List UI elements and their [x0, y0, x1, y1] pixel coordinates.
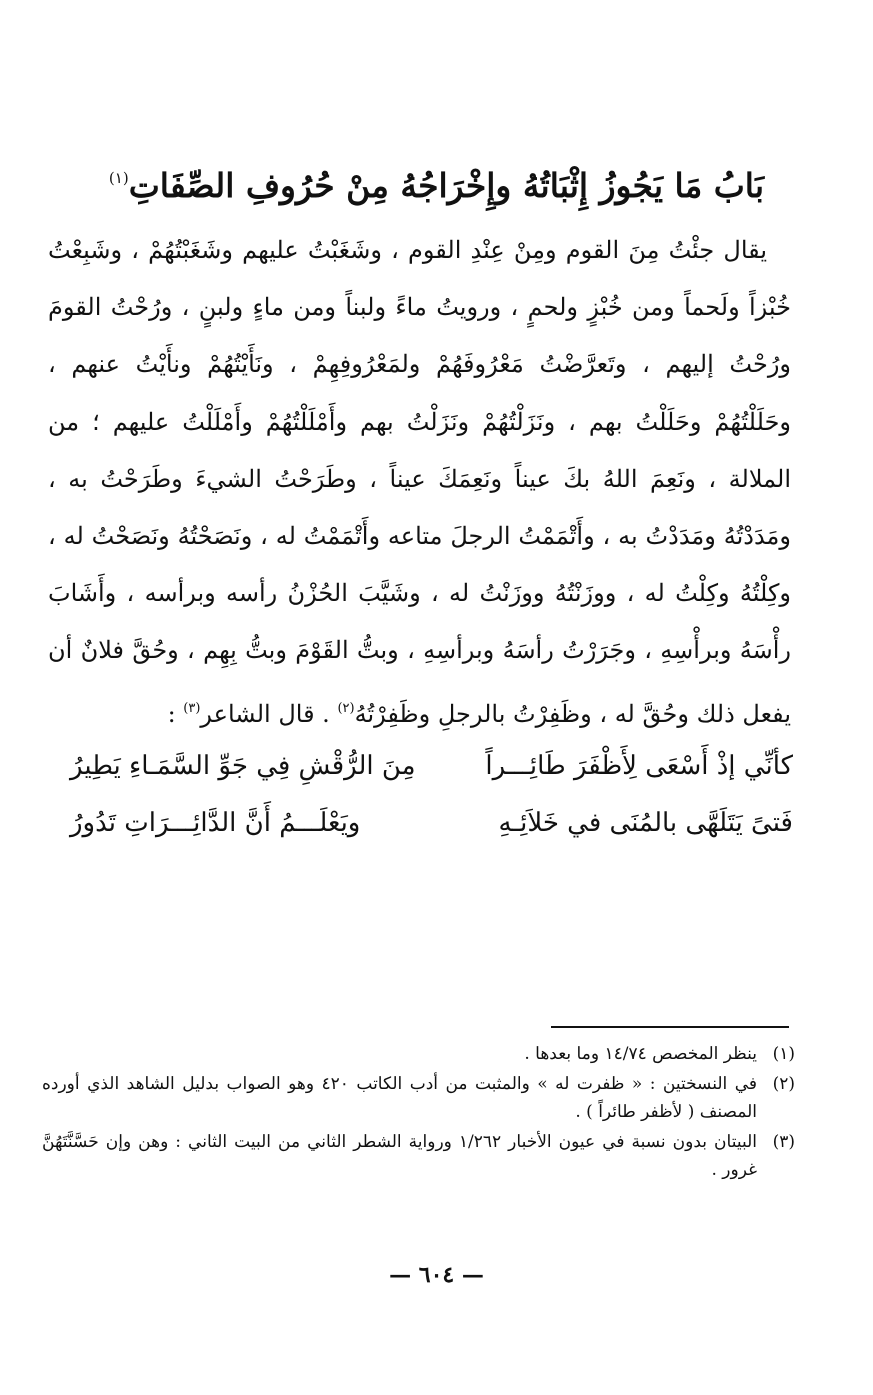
chapter-title: [60, 148, 813, 216]
second-hemistich: ويَعْلَـــمُ أَنَّ الدَّائِـــرَاتِ تَدُورُ: [70, 808, 361, 838]
second-hemistich: مِنَ الرُّقْشِ فِي جَوِّ السَّمَـاءِ يَطِيرُ: [70, 751, 416, 781]
footnote: [42, 1128, 795, 1184]
footnote-number: (٢): [772, 1074, 795, 1094]
footnote-number: (٣): [772, 1132, 795, 1152]
chapter-title-text: بَابُ مَا يَجُوزُ إِثْبَاتُهُ وإِخْرَاجُهُ مِنْ حُرُوفِ الصِّفَاتِ: [128, 166, 765, 205]
poem-verse: [70, 795, 793, 852]
footnote-text: البيتان بدون نسبة في عيون الأخبار ١/٢٦٢ ورواية الشطر الثاني من البيت الثاني : وهن وإن حَسَّنَّتَهُنَّ غرور .: [42, 1132, 757, 1180]
footnote-marker-3: (٣): [183, 700, 201, 716]
footnote-text: في النسختين : « ظفرت له » والمثبت من أدب الكاتب ٤٢٠ وهو الصواب بدليل الشاهد الذي أورده المصنف ( لأظفر طائراً ) .: [42, 1074, 757, 1122]
footnote-separator: [551, 1026, 789, 1028]
paragraph-text-part1: يقال جئْتُ مِنَ القوم ومِنْ عِنْدِ القوم ، وشَغَبْتُ عليهم وشَغَبْتُهُمْ ، وشَبِعْتُ خُبْزاً ولَحماً ومن خُبْزٍ ولحمٍ ، ورويتُ ماءً ولبناً ومن ماءٍ ولبنٍ ، ورُحْتُ القومَ ورُحْتُ إليهم ، وتَعرَّضْتُ مَعْرُوفَهُمْ ولمَعْرُوفِهِمْ ، ونَأَيْتُهُمْ ونأَيْتُ عنهم ، وحَلَلْتُهُمْ وحَلَلْتُ بهم ، ونَزَلْتُهُمْ ونَزَلْتُ بهم وأَمْلَلْتُهُمْ وأَمْلَلْتُ عليهم ؛ من الملالة ، ونَعِمَ اللهُ بكَ عيناً ونَعِمَكَ عيناً ، وطَرَحْتُ الشيءَ وطَرَحْتُ به ، ومَدَدْتُهُ ومَدَدْتُ به ، وأَتْمَمْتُ الرجلَ متاعه وأَتْمَمْتُ له ، ونَصَحْتُهُ ونَصَحْتُ له ، وكِلْتُهُ وكِلْتُ له ، ووزَنْتُهُ ووزَنْتُ له ، وشَيَّبَ الحُزْنُ رأسه وبرأسه ، وأَشَابَ رأْسَهُ وبرأْسِهِ ، وجَرَرْتُ رأسَهُ وبرأسِهِ ، وبتُّ القَوْمَ وبتُّ بِهِم ، وحُقَّ فلانٌ أن يفعل ذلك وحُقَّ له ، وظَفِرْتُ بالرجلِ وظَفِرْتُهُ: [48, 236, 791, 728]
main-paragraph: [48, 222, 791, 743]
footnote: [42, 1070, 795, 1126]
first-hemistich: فَتىً يَتَلَهَّى بالمُنَى في خَلاَئِـهِ: [498, 808, 793, 838]
paragraph-text-part2: . قال الشاعر: [200, 699, 338, 728]
first-hemistich: كأنِّي إذْ أَسْعَى لِأَظْفَرَ طَائِـــراً: [485, 751, 793, 781]
footnotes: [42, 1040, 795, 1186]
footnote-marker-2: (٢): [337, 700, 355, 716]
footnote-number: (١): [772, 1044, 795, 1064]
footnote-text: ينظر المخصص ١٤/٧٤ وما بعدها .: [524, 1044, 757, 1064]
poem: [70, 738, 793, 852]
title-footnote-marker: (١): [108, 169, 129, 187]
poem-verse: [70, 738, 793, 795]
footnote: [42, 1040, 795, 1068]
page-number: — ٦٠٤ —: [389, 1262, 484, 1288]
paragraph-text-part3: :: [167, 699, 184, 728]
